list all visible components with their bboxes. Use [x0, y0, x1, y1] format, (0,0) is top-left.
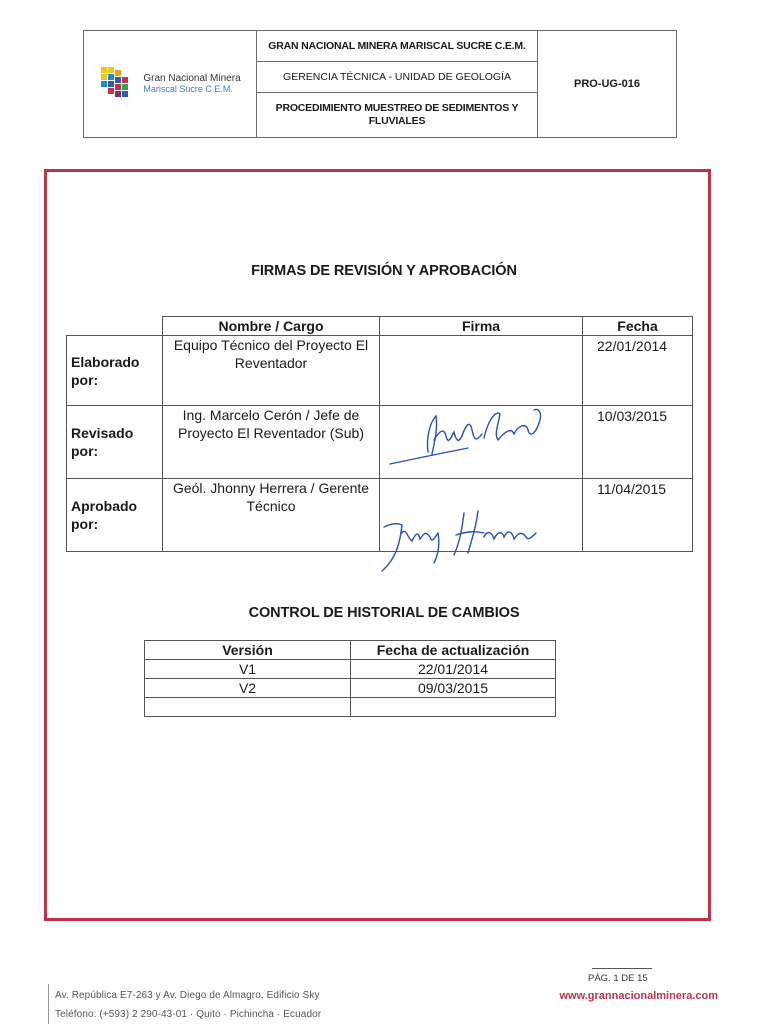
document-header	[83, 30, 677, 138]
logo-cell	[84, 31, 257, 138]
table-row	[145, 698, 556, 717]
corner-cell	[67, 317, 163, 336]
logo-subname: Mariscal Sucre C.E.M.	[143, 84, 233, 94]
logo-mosaic-icon	[99, 65, 137, 103]
name-revisado: Ing. Marcelo Cerón / Jefe de Proyecto El Reventador (Sub)	[163, 406, 380, 479]
date-revisado: 10/03/2015	[583, 406, 693, 479]
table-row	[67, 479, 693, 552]
date-elaborado: 22/01/2014	[583, 336, 693, 406]
date-aprobado: 11/04/2015	[583, 479, 693, 552]
page-number: PÁG. 1 DE 15	[588, 973, 648, 984]
column-header-update-date: Fecha de actualización	[351, 641, 556, 660]
name-aprobado: Geól. Jhonny Herrera / Gerente Técnico	[163, 479, 380, 552]
address-line-1: Av. República E7-263 y Av. Diego de Almagro, Edificio Sky	[55, 990, 320, 1001]
signature-herrera	[372, 493, 542, 573]
column-header-signature: Firma	[380, 317, 583, 336]
table-row	[145, 679, 556, 698]
signatures-title: FIRMAS DE REVISIÓN Y APROBACIÓN	[251, 263, 517, 279]
company-name: GRAN NACIONAL MINERA MARISCAL SUCRE C.E.M.	[257, 31, 538, 62]
department-name: GERENCIA TÉCNICA - UNIDAD DE GEOLOGÍA	[257, 62, 538, 93]
signature-cell-aprobado	[380, 479, 583, 552]
row-label-elaborado: Elaborado por:	[67, 336, 163, 406]
table-row	[67, 406, 693, 479]
row-label-aprobado: Aprobado por:	[67, 479, 163, 552]
page-divider	[592, 968, 652, 969]
update-date-cell	[351, 698, 556, 717]
company-logo	[84, 65, 256, 103]
logo-name: Gran Nacional Minera	[143, 73, 241, 84]
procedure-code: PRO-UG-016	[538, 31, 677, 138]
website-link[interactable]: www.grannacionalminera.com	[559, 990, 718, 1002]
history-title: CONTROL DE HISTORIAL DE CAMBIOS	[248, 605, 520, 621]
version-cell	[145, 698, 351, 717]
table-row	[145, 660, 556, 679]
update-date-cell: 22/01/2014	[351, 660, 556, 679]
column-header-name: Nombre / Cargo	[163, 317, 380, 336]
history-table	[144, 640, 556, 717]
signatures-table	[66, 316, 693, 552]
signature-cell-elaborado	[380, 336, 583, 406]
column-header-version: Versión	[145, 641, 351, 660]
version-cell: V2	[145, 679, 351, 698]
procedure-name: PROCEDIMIENTO MUESTREO DE SEDIMENTOS Y FLUVIALES	[257, 93, 538, 138]
name-elaborado: Equipo Técnico del Proyecto El Reventador	[163, 336, 380, 406]
row-label-revisado: Revisado por:	[67, 406, 163, 479]
version-cell: V1	[145, 660, 351, 679]
address-line-2: Teléfono: (+593) 2 290-43-01 · Quito · Pichincha · Ecuador	[55, 1009, 322, 1020]
column-header-date: Fecha	[583, 317, 693, 336]
signature-cell-revisado	[380, 406, 583, 479]
table-row	[67, 336, 693, 406]
update-date-cell: 09/03/2015	[351, 679, 556, 698]
signature-ceron	[388, 400, 553, 472]
